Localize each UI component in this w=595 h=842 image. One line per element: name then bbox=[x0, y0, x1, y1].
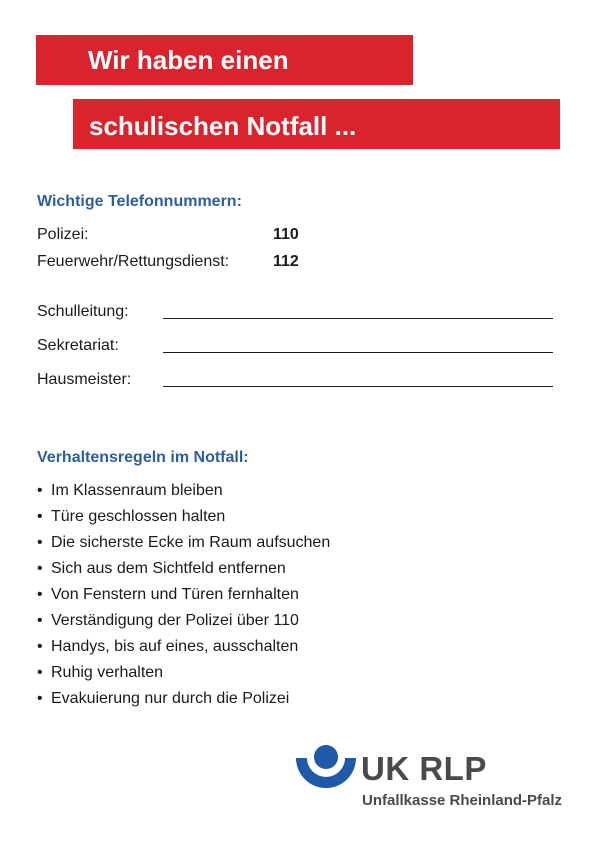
list-item bbox=[37, 660, 330, 686]
phone-number-police: 110 bbox=[273, 226, 299, 243]
bullet: • bbox=[37, 560, 43, 577]
uk-rlp-logo-icon bbox=[296, 744, 356, 792]
title-line-1: Wir haben einen bbox=[88, 45, 289, 75]
title-banner-line-2 bbox=[73, 99, 560, 149]
field-label-caretaker: Hausmeister: bbox=[37, 371, 132, 388]
list-item bbox=[37, 582, 330, 608]
bullet: • bbox=[37, 508, 43, 525]
rule-text: Türe geschlossen halten bbox=[51, 508, 226, 525]
title-line-2: schulischen Notfall ... bbox=[89, 111, 357, 141]
phone-number-fire: 112 bbox=[273, 253, 299, 270]
field-label-principal: Schulleitung: bbox=[37, 303, 129, 320]
uk-rlp-logo bbox=[296, 744, 566, 814]
bullet: • bbox=[37, 664, 43, 681]
logo-name: UK RLP bbox=[361, 750, 487, 787]
rule-text: Ruhig verhalten bbox=[51, 664, 164, 681]
logo-subtitle: Unfallkasse Rheinland-Pfalz bbox=[362, 792, 563, 809]
field-line-caretaker[interactable] bbox=[163, 386, 553, 387]
bullet: • bbox=[37, 612, 43, 629]
list-item bbox=[37, 608, 330, 634]
list-item bbox=[37, 530, 330, 556]
phone-numbers-heading: Wichtige Telefonnummern: bbox=[37, 193, 242, 210]
field-line-principal[interactable] bbox=[163, 318, 553, 319]
phone-row-police bbox=[37, 226, 89, 244]
field-label-office: Sekretariat: bbox=[37, 337, 119, 354]
rule-text: Verständigung der Polizei über 110 bbox=[51, 612, 299, 629]
rule-text: Evakuierung nur durch die Polizei bbox=[51, 690, 290, 707]
bullet: • bbox=[37, 586, 43, 603]
bullet: • bbox=[37, 690, 43, 707]
rule-text: Handys, bis auf eines, ausschalten bbox=[51, 638, 299, 655]
bullet: • bbox=[37, 534, 43, 551]
bullet: • bbox=[37, 638, 43, 655]
rule-text: Im Klassenraum bleiben bbox=[51, 482, 223, 499]
list-item bbox=[37, 504, 330, 530]
phone-label-fire: Feuerwehr/Rettungsdienst: bbox=[37, 253, 230, 270]
list-item bbox=[37, 686, 330, 712]
rule-text: Die sicherste Ecke im Raum aufsuchen bbox=[51, 534, 331, 551]
rule-text: Sich aus dem Sichtfeld entfernen bbox=[51, 560, 286, 577]
phone-label-police: Polizei: bbox=[37, 226, 89, 243]
rules-list bbox=[37, 478, 330, 712]
list-item bbox=[37, 634, 330, 660]
list-item bbox=[37, 556, 330, 582]
bullet: • bbox=[37, 482, 43, 499]
phone-row-fire bbox=[37, 253, 229, 271]
rules-heading: Verhaltensregeln im Notfall: bbox=[37, 449, 249, 466]
title-banner-line-1 bbox=[36, 35, 413, 85]
field-line-office[interactable] bbox=[163, 352, 553, 353]
rule-text: Von Fenstern und Türen fernhalten bbox=[51, 586, 299, 603]
list-item bbox=[37, 478, 330, 504]
